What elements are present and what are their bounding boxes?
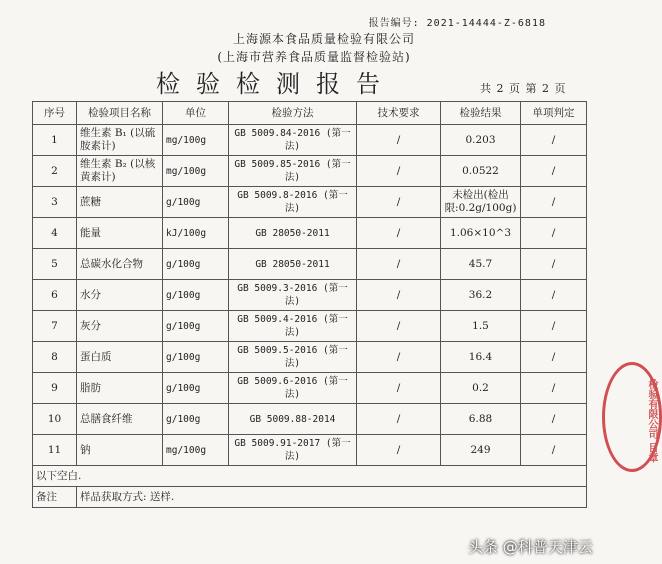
row-number: 3 <box>33 187 77 218</box>
row-number: 8 <box>33 342 77 373</box>
item-name: 维生素 B₂ (以核黄素计) <box>77 156 163 187</box>
unit: g/100g <box>163 311 229 342</box>
test-result: 6.88 <box>441 404 521 435</box>
unit: mg/100g <box>163 156 229 187</box>
test-result: 249 <box>441 435 521 466</box>
item-name: 钠 <box>77 435 163 466</box>
row-number: 7 <box>33 311 77 342</box>
source-watermark: 头条 @科普天津云 <box>468 538 593 556</box>
item-name: 脂肪 <box>77 373 163 404</box>
organization-name: 上海源本食品质量检验有限公司 <box>232 32 415 46</box>
test-method: GB 5009.8-2016 (第一法) <box>229 187 357 218</box>
test-method: GB 5009.91-2017 (第一法) <box>229 435 357 466</box>
table-row <box>33 435 587 466</box>
row-number: 9 <box>33 373 77 404</box>
technical-requirement: / <box>357 249 441 280</box>
organization-subtitle: (上海市营养食品质量监督检验站) <box>217 50 411 64</box>
item-name: 维生素 B₁ (以硫胺素计) <box>77 125 163 156</box>
table-row <box>33 280 587 311</box>
column-header: 单项判定 <box>521 102 587 125</box>
item-name: 蔗糖 <box>77 187 163 218</box>
test-method: GB 28050-2011 <box>229 249 357 280</box>
single-judgment: / <box>521 280 587 311</box>
column-header: 序号 <box>33 102 77 125</box>
technical-requirement: / <box>357 311 441 342</box>
report-number: 报告编号: 2021-14444-Z-6818 <box>368 18 546 29</box>
test-method: GB 5009.3-2016 (第一法) <box>229 280 357 311</box>
technical-requirement: / <box>357 342 441 373</box>
table-row <box>33 373 587 404</box>
remark-text: 样品获取方式: 送样. <box>77 487 587 508</box>
test-method: GB 28050-2011 <box>229 218 357 249</box>
row-number: 5 <box>33 249 77 280</box>
test-result: 1.5 <box>441 311 521 342</box>
item-name: 灰分 <box>77 311 163 342</box>
single-judgment: / <box>521 156 587 187</box>
page-indicator: 共 2 页 第 2 页 <box>480 82 567 95</box>
test-result: 45.7 <box>441 249 521 280</box>
test-result: 未检出(检出限:0.2g/100g) <box>441 187 521 218</box>
column-header: 单位 <box>163 102 229 125</box>
row-number: 6 <box>33 280 77 311</box>
item-name: 能量 <box>77 218 163 249</box>
single-judgment: / <box>521 373 587 404</box>
row-number: 1 <box>33 125 77 156</box>
unit: g/100g <box>163 404 229 435</box>
single-judgment: / <box>521 125 587 156</box>
table-row <box>33 187 587 218</box>
table-row <box>33 156 587 187</box>
table-row <box>33 404 587 435</box>
unit: g/100g <box>163 342 229 373</box>
test-method: GB 5009.6-2016 (第一法) <box>229 373 357 404</box>
company-seal-stamp: 检验有限公司 目章 <box>602 362 662 472</box>
single-judgment: / <box>521 187 587 218</box>
single-judgment: / <box>521 249 587 280</box>
table-header-row <box>33 102 587 125</box>
row-number: 10 <box>33 404 77 435</box>
test-method: GB 5009.88-2014 <box>229 404 357 435</box>
column-header: 检验方法 <box>229 102 357 125</box>
row-number: 11 <box>33 435 77 466</box>
item-name: 蛋白质 <box>77 342 163 373</box>
single-judgment: / <box>521 218 587 249</box>
test-result: 0.0522 <box>441 156 521 187</box>
table-row <box>33 311 587 342</box>
unit: g/100g <box>163 280 229 311</box>
item-name: 总碳水化合物 <box>77 249 163 280</box>
remark-label: 备注 <box>33 487 77 508</box>
inspection-results-table <box>32 101 587 508</box>
unit: g/100g <box>163 373 229 404</box>
single-judgment: / <box>521 342 587 373</box>
single-judgment: / <box>521 404 587 435</box>
test-method: GB 5009.85-2016 (第一法) <box>229 156 357 187</box>
technical-requirement: / <box>357 280 441 311</box>
column-header: 检验项目名称 <box>77 102 163 125</box>
technical-requirement: / <box>357 187 441 218</box>
test-result: 0.203 <box>441 125 521 156</box>
column-header: 检验结果 <box>441 102 521 125</box>
single-judgment: / <box>521 435 587 466</box>
table-row <box>33 342 587 373</box>
technical-requirement: / <box>357 373 441 404</box>
test-result: 16.4 <box>441 342 521 373</box>
row-number: 2 <box>33 156 77 187</box>
column-header: 技术要求 <box>357 102 441 125</box>
item-name: 总膳食纤维 <box>77 404 163 435</box>
report-title: 检验检测报告 <box>156 70 396 98</box>
test-method: GB 5009.84-2016 (第一法) <box>229 125 357 156</box>
test-result: 0.2 <box>441 373 521 404</box>
unit: mg/100g <box>163 125 229 156</box>
test-method: GB 5009.4-2016 (第一法) <box>229 311 357 342</box>
blank-note: 以下空白. <box>33 466 587 487</box>
technical-requirement: / <box>357 125 441 156</box>
technical-requirement: / <box>357 156 441 187</box>
item-name: 水分 <box>77 280 163 311</box>
test-method: GB 5009.5-2016 (第一法) <box>229 342 357 373</box>
row-number: 4 <box>33 218 77 249</box>
remark-row <box>33 487 587 508</box>
test-result: 1.06×10^3 <box>441 218 521 249</box>
unit: g/100g <box>163 249 229 280</box>
table-row <box>33 218 587 249</box>
table-row <box>33 249 587 280</box>
unit: g/100g <box>163 187 229 218</box>
technical-requirement: / <box>357 435 441 466</box>
test-result: 36.2 <box>441 280 521 311</box>
unit: mg/100g <box>163 435 229 466</box>
single-judgment: / <box>521 311 587 342</box>
unit: kJ/100g <box>163 218 229 249</box>
technical-requirement: / <box>357 404 441 435</box>
technical-requirement: / <box>357 218 441 249</box>
blank-note-row <box>33 466 587 487</box>
table-row <box>33 125 587 156</box>
